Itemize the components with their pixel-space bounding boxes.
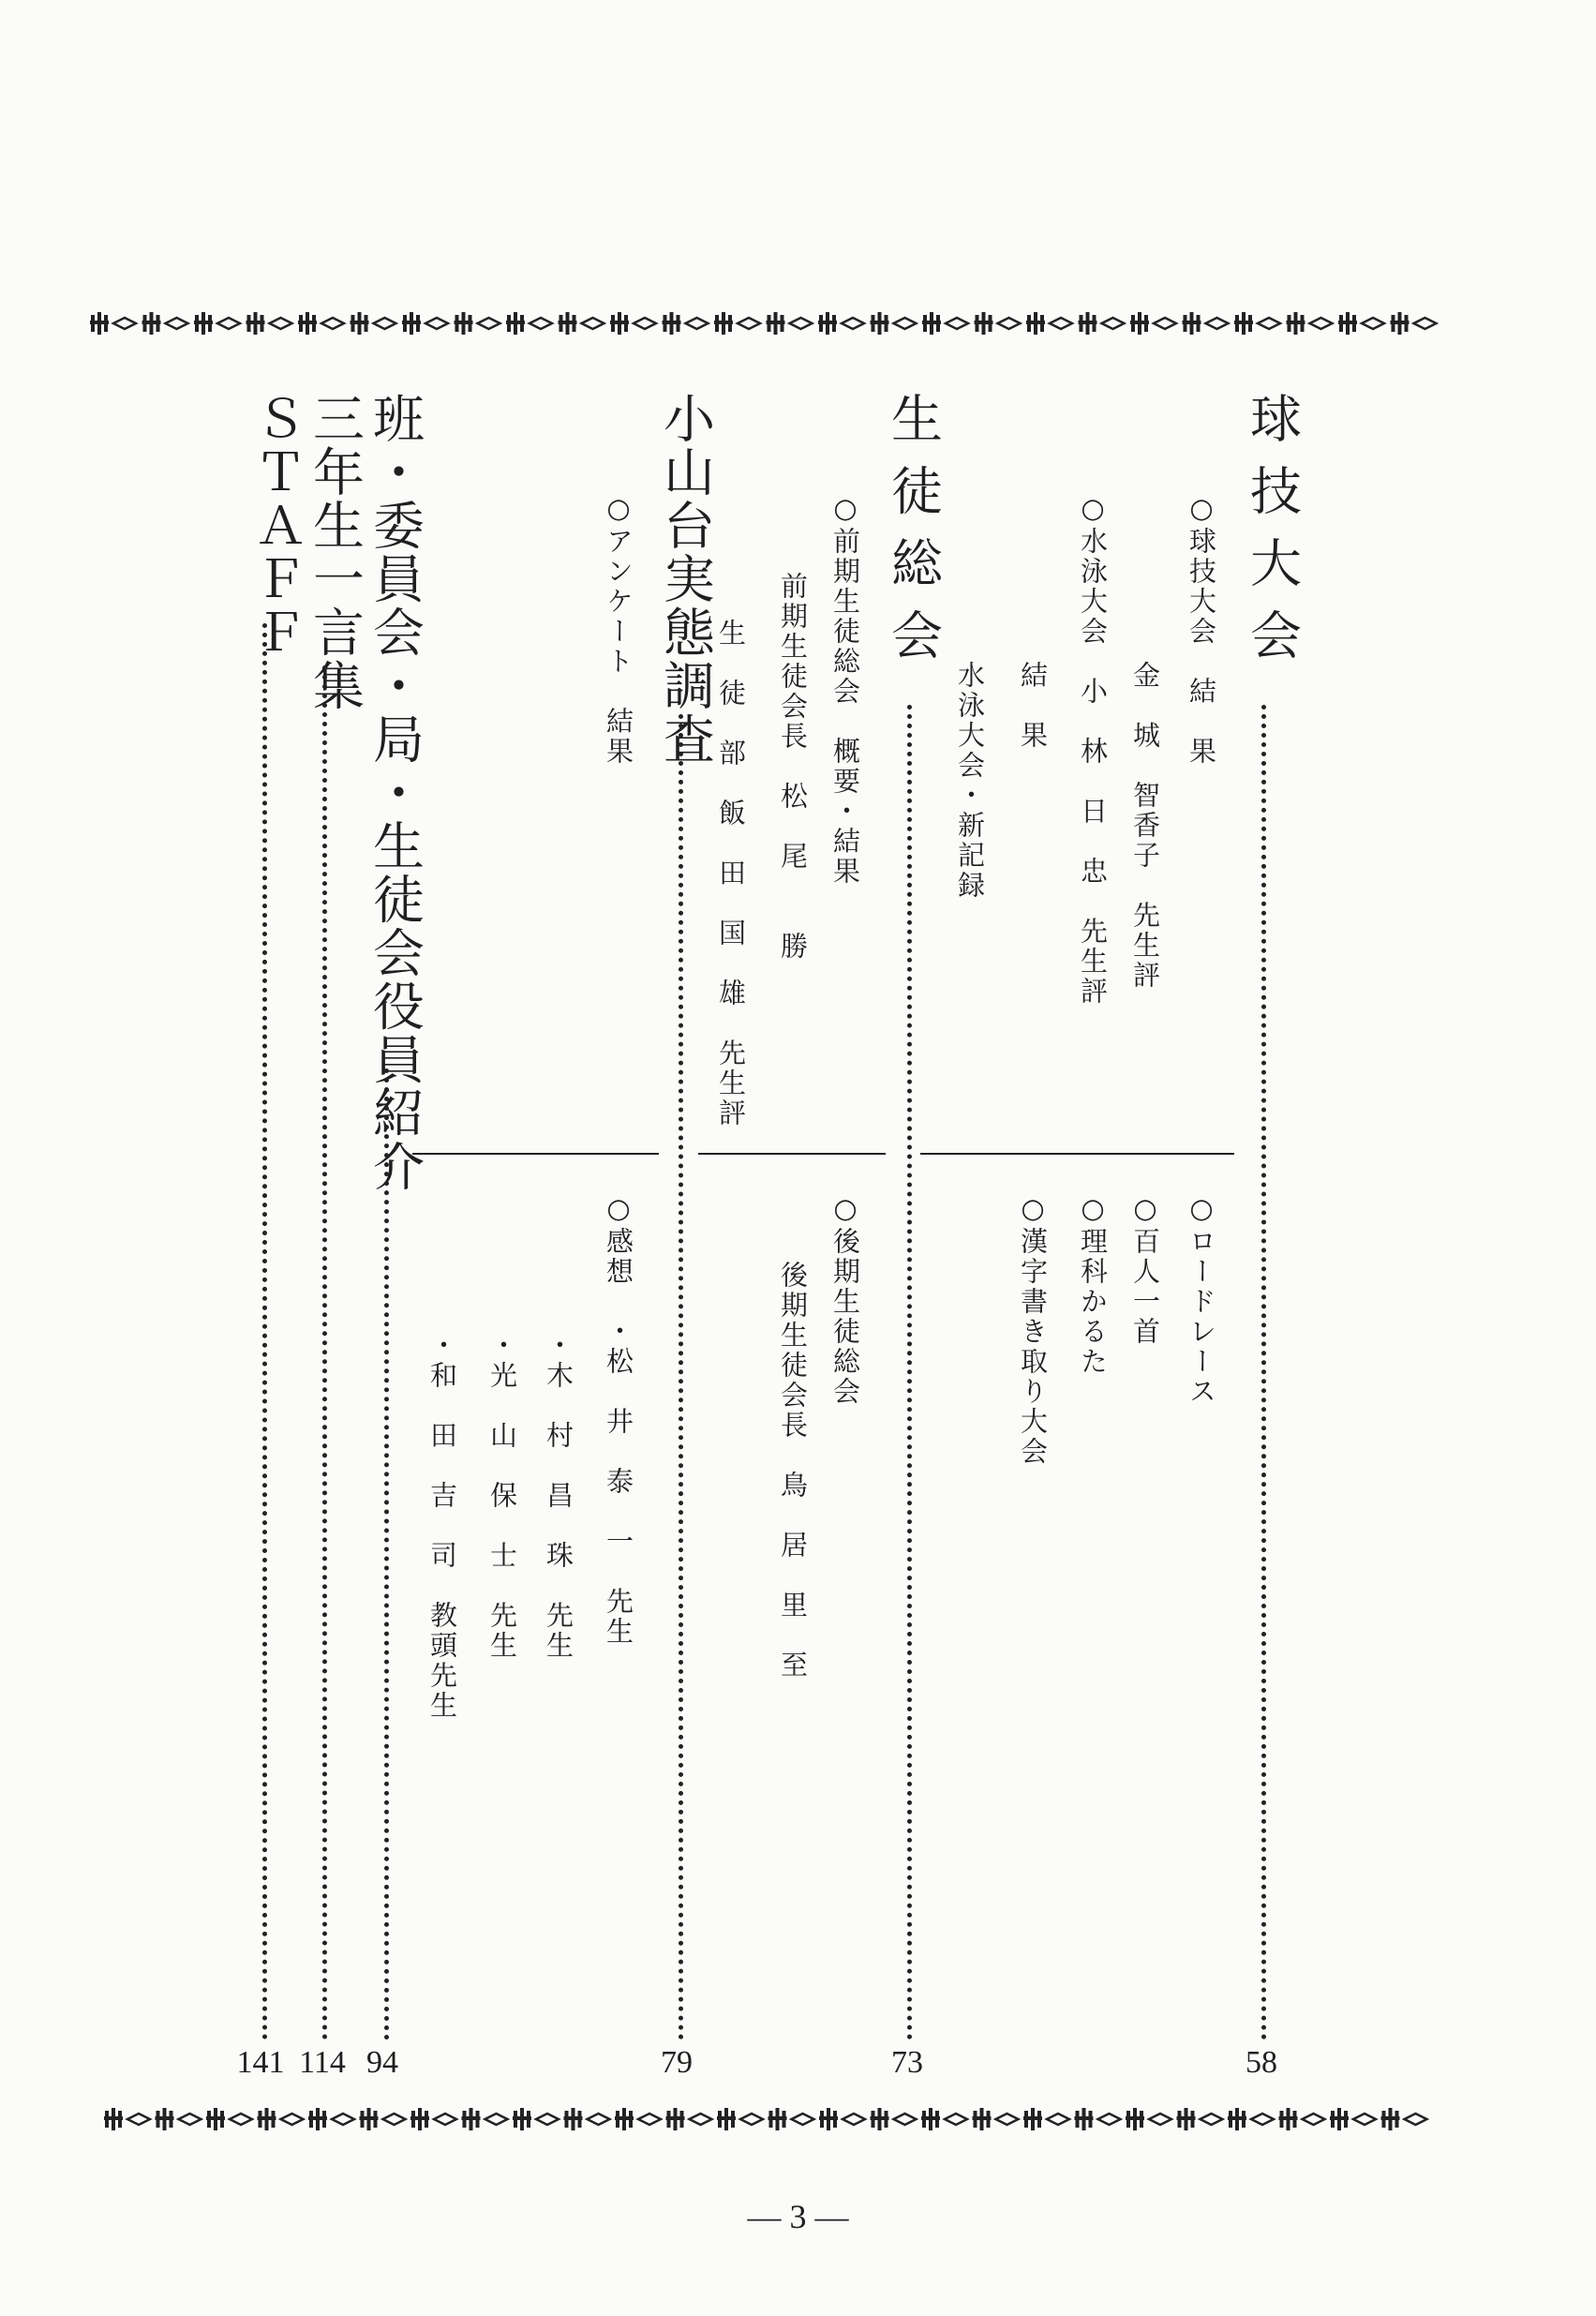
page-number-oyamadai[interactable]: 79 (661, 2045, 693, 2080)
divider-seito (698, 1153, 886, 1155)
leader-dots-seito (907, 705, 912, 2040)
top-ornament-border (89, 309, 1448, 337)
toc-item-zenki-soukai: ○前期生徒総会 概要・結果 (829, 492, 861, 887)
section-title-kyugi[interactable]: 球技大会 (1242, 392, 1302, 680)
section-title-han[interactable]: 班・委員会・局・生徒会役員紹介 (365, 392, 425, 1193)
page-number-kyugi[interactable]: 58 (1245, 2045, 1277, 2080)
leader-dots-han (384, 1068, 389, 2040)
toc-item-iida: 生 徒 部 飯 田 国 雄 先生評 (715, 619, 747, 1128)
footer-page-number: — 3 — (747, 2198, 849, 2235)
page-number-staff[interactable]: 141 (236, 2045, 285, 2080)
toc-item-kouki-soukai: ○後期生徒総会 (829, 1192, 861, 1407)
page-number-sannen[interactable]: 114 (299, 2045, 346, 2080)
toc-item-suiei: ○水泳大会 小 林 日 忠 先生評 (1077, 492, 1109, 1007)
toc-item-kanso-matsui: ○感想 ・松 井 泰 一 先生 (603, 1192, 634, 1647)
leader-dots-staff (262, 623, 267, 2040)
toc-item-kinjo: 金 城 智香子 先生評 (1129, 661, 1161, 991)
leader-dots-oyamadai (679, 714, 683, 2040)
section-title-oyamadai[interactable]: 小山台実態調査 (655, 392, 715, 766)
section-title-staff[interactable]: ＳＴＡＦＦ (246, 392, 306, 659)
toc-item-enquete: ○アンケート 結果 (603, 492, 634, 767)
toc-item-kyugi-result: ○球技大会 結 果 (1186, 492, 1217, 767)
toc-item-suiei-result: 結 果 (1017, 661, 1049, 751)
divider-kyugi (920, 1153, 1234, 1155)
toc-item-zenki-kaicho: 前期生徒会長 松 尾 勝 (777, 572, 809, 962)
page-number-han[interactable]: 94 (366, 2045, 398, 2080)
section-title-sannen[interactable]: 三年生一言集 (305, 392, 365, 712)
toc-item-kouki-kaicho: 後期生徒会長 鳥 居 里 至 (777, 1261, 809, 1681)
toc-item-kanji: ○漢字書き取り大会 (1017, 1192, 1049, 1467)
page-number-seito[interactable]: 73 (891, 2045, 923, 2080)
divider-oyamadai (412, 1153, 659, 1155)
leader-dots-kyugi (1261, 705, 1266, 2040)
toc-item-road-race: ○ロードレース (1186, 1192, 1217, 1407)
section-title-seito[interactable]: 生徒総会 (883, 392, 943, 680)
bottom-ornament-border (103, 2105, 1434, 2133)
toc-item-wada: ・和 田 吉 司 教頭先生 (426, 1331, 458, 1721)
leader-dots-sannen (322, 665, 327, 2040)
toc-item-rika-karuta: ○理科かるた (1077, 1192, 1109, 1377)
toc-item-hyakunin: ○百人一首 (1129, 1192, 1161, 1347)
toc-item-kimura: ・木 村 昌 珠 先生 (543, 1331, 574, 1661)
toc-item-mitsuyama: ・光 山 保 士 先生 (486, 1331, 518, 1661)
toc-item-suiei-record: 水泳大会・新記録 (954, 661, 986, 901)
